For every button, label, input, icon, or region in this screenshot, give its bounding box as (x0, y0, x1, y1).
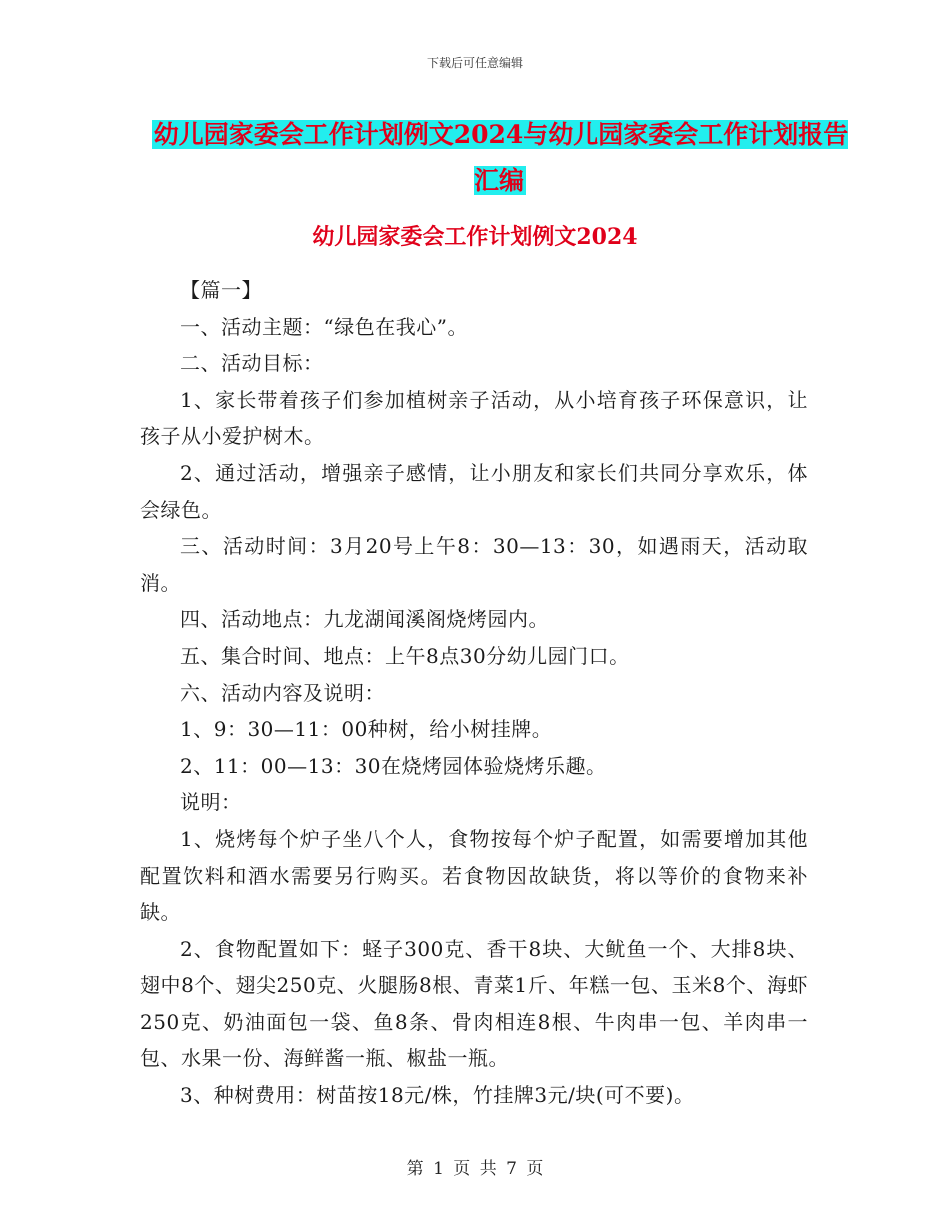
paragraph: 1、烧烤每个炉子坐八个人，食物按每个炉子配置，如需要增加其他配置饮料和酒水需要另行购买。若食物因故缺货，将以等价的食物来补缺。 (140, 826, 808, 925)
document-title (140, 112, 860, 204)
paragraph: 1、家长带着孩子们参加植树亲子活动，从小培育孩子环保意识，让孩子从小爱护树木。 (140, 387, 808, 449)
section-title: 幼儿园家委会工作计划例文2024 (312, 224, 638, 250)
paragraph: 四、活动地点：九龙湖闻溪阁烧烤园内。 (180, 607, 549, 632)
page-number-footer: 第 1 页 共 7 页 (406, 1159, 544, 1179)
page-header: 下载后可任意编辑 (426, 56, 523, 70)
paragraph: 2、通过活动，增强亲子感情，让小朋友和家长们共同分享欢乐，体会绿色。 (140, 460, 808, 522)
paragraph: 2、11：00—13：30在烧烤园体验烧烤乐趣。 (180, 753, 607, 778)
paragraph: 1、9：30—11：00种树，给小树挂牌。 (180, 717, 553, 742)
document-title-text: 幼儿园家委会工作计划例文2024与幼儿园家委会工作计划报告汇编 (153, 120, 849, 195)
paragraph: 五、集合时间、地点：上午8点30分幼儿园门口。 (180, 643, 630, 668)
paragraph: 【篇一】 (180, 278, 262, 302)
paragraph: 2、食物配置如下：蛏子300克、香干8块、大鱿鱼一个、大排8块、翅中8个、翅尖250克、火腿肠8根、青菜1斤、年糕一包、玉米8个、海虾250克、奶油面包一袋、鱼8条、骨肉相连8根、牛肉串一包、羊肉串一包、水果一份、海鲜酱一瓶、椒盐一瓶。 (140, 936, 808, 1071)
paragraph: 二、活动目标： (180, 351, 324, 376)
document-body (140, 272, 808, 1114)
paragraph: 3、种树费用：树苗按18元/株，竹挂牌3元/块(可不要)。 (180, 1083, 695, 1108)
paragraph: 一、活动主题：“绿色在我心”。 (180, 314, 468, 339)
paragraph: 六、活动内容及说明： (180, 680, 385, 705)
paragraph: 说明： (180, 790, 242, 815)
paragraph: 三、活动时间：3月20号上午8：30—13：30，如遇雨天，活动取消。 (140, 534, 808, 595)
